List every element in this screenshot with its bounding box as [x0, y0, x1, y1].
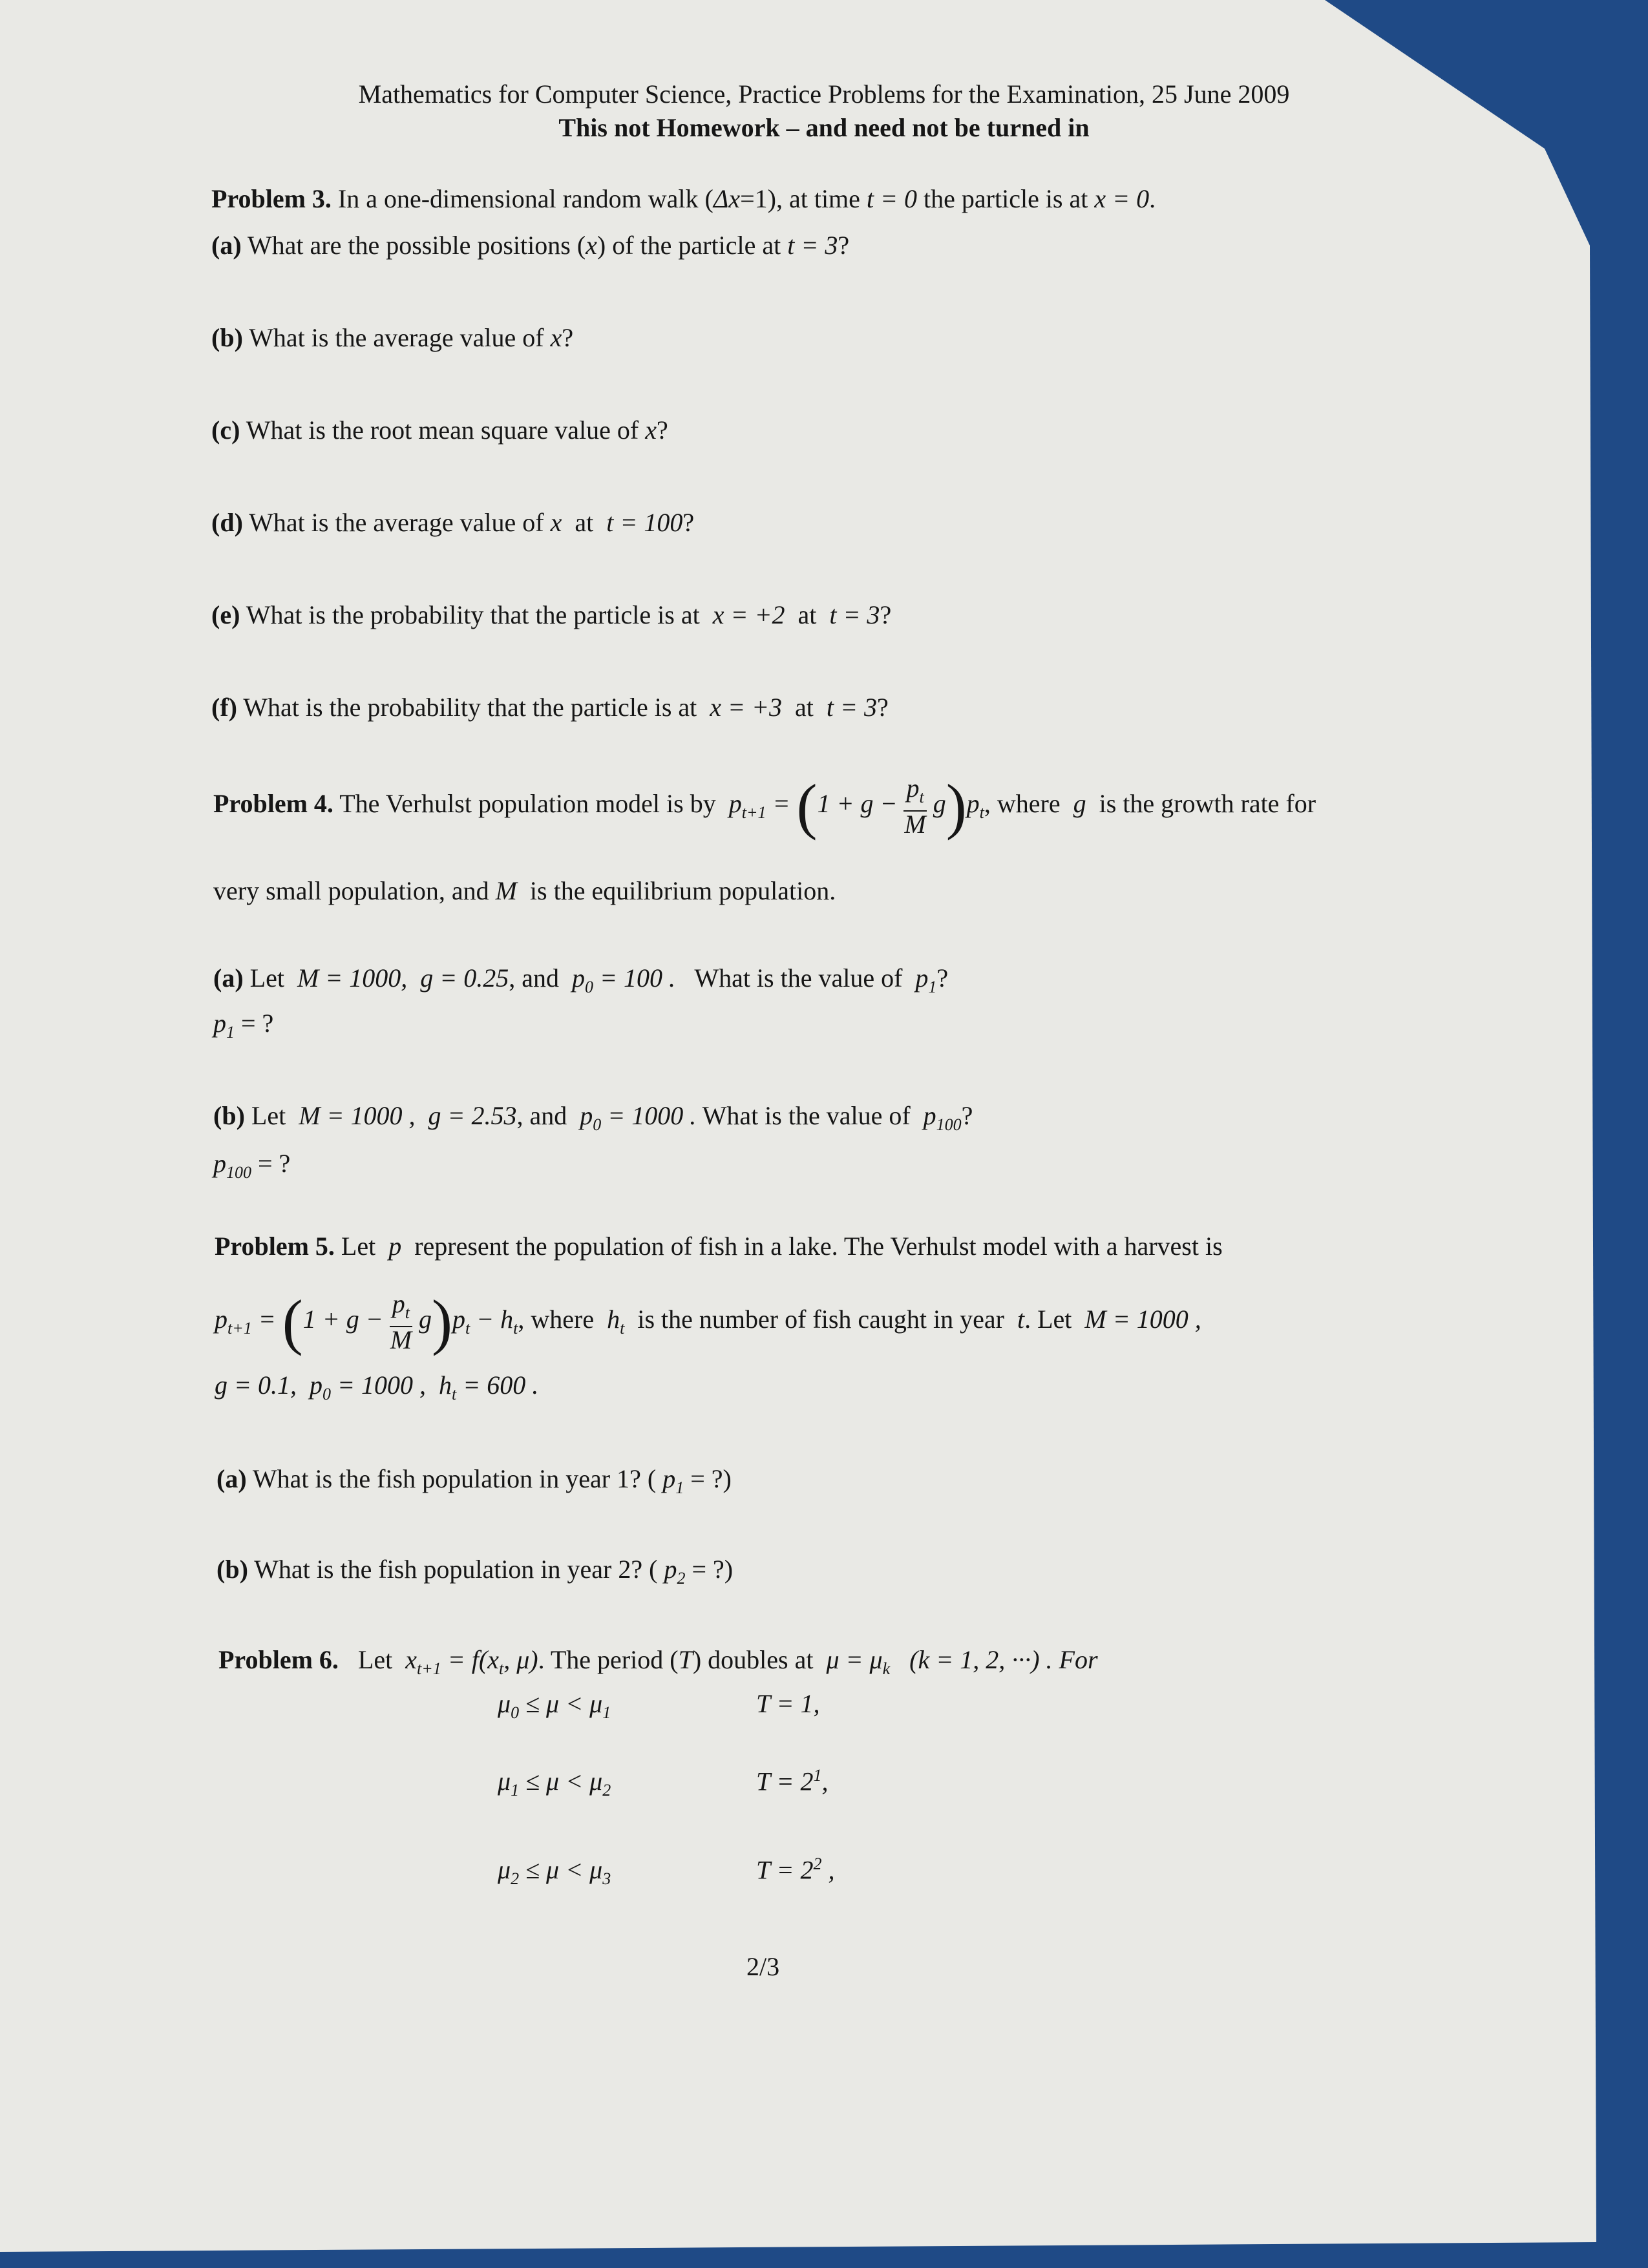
problem-5a: (a) What is the fish population in year 1? ( $p_1$ = ?) — [217, 1464, 732, 1497]
problem-3d: (d) What is the average value of x at t = 100? — [211, 508, 695, 537]
period-row-2-value: $T = 2^2$ , — [756, 1854, 835, 1885]
document-subtitle: This not Homework – and need not be turned in — [558, 113, 1090, 142]
problem-5b: (b) What is the fish population in year 2? ( $p_2$ = ?) — [217, 1555, 734, 1588]
problem-3-label: Problem 3. — [211, 184, 332, 213]
problem-3f: (f) What is the probability that the particle is at x = +3 at t = 3? — [211, 693, 889, 722]
problem-4b: (b) Let M = 1000 , g = 2.53, and $p_0 = 1000$ . What is the value of $p_{100}$? — [213, 1101, 973, 1134]
problem-6-label: Problem 6. — [218, 1645, 339, 1674]
document-title: Mathematics for Computer Science, Practice Problems for the Examination, 25 June 2009 — [358, 79, 1290, 109]
problem-5-formula-line: $p_{t+1} = (1 + g$ − $\frac{p_t}{M}$ $g)p_t - h_t$, where $h_t$ is the number of fish caught in year t. Let M = 1000 , — [215, 1287, 1201, 1356]
problem-6-intro: Problem 6. Let $x_{t+1} = f(x_t$, μ). The period (T) doubles at $\mu = \mu_k$ (k = 1, 2, ···) . For — [218, 1645, 1098, 1678]
period-row-2-range: $\mu_2 \le \mu < \mu_3$ — [498, 1855, 611, 1888]
problem-4b-answer: $p_{100}$ = ? — [213, 1149, 291, 1182]
period-row-0-value: T = 1, — [756, 1689, 820, 1718]
problem-5-label: Problem 5. — [215, 1232, 335, 1261]
harvest-formula: $p_{t+1} = (1 + g$ − $\frac{p_t}{M}$ $g)p_t - h_t$ — [215, 1287, 518, 1356]
problem-3e: (e) What is the probability that the particle is at x = +2 at t = 3? — [211, 600, 892, 629]
problem-4-line2: very small population, and M is the equilibrium population. — [213, 876, 836, 905]
problem-3b: (b) What is the average value of x? — [211, 323, 574, 352]
page-number: 2/3 — [746, 1952, 780, 1981]
problem-5-params: g = 0.1, $p_0 = 1000$ , $h_t = 600$ . — [215, 1370, 539, 1403]
period-row-1-range: $\mu_1 \le \mu < \mu_2$ — [498, 1767, 611, 1800]
problem-4a: (a) Let M = 1000, g = 0.25, and $p_0 = 100$ . What is the value of $p_1$? — [213, 963, 949, 996]
problem-4-intro: Problem 4. The Verhulst population model is by $p_{t+1} = (1 + g$ − $\frac{p_t}{M}$ $g)p_t$, where g is the growth rate for — [213, 772, 1316, 841]
problem-4-label: Problem 4. — [213, 789, 333, 819]
verhulst-formula: $p_{t+1} = (1 + g$ − $\frac{p_t}{M}$ $g)p_t$ — [728, 772, 984, 841]
period-row-1-value: $T = 2^1$, — [756, 1766, 829, 1796]
problem-3-intro: Problem 3. In a one-dimensional random walk (Δx=1), at time t = 0 the particle is at x = 0. — [211, 184, 1156, 213]
problem-3c: (c) What is the root mean square value of x? — [211, 415, 668, 445]
problem-5-intro: Problem 5. Let p represent the population of fish in a lake. The Verhulst model with a harvest is — [215, 1232, 1223, 1261]
problem-4a-answer: $p_1$ = ? — [213, 1009, 274, 1042]
problem-3a: (a) What are the possible positions (x) of the particle at t = 3? — [211, 231, 850, 260]
period-row-0-range: $\mu_0 \le \mu < \mu_1$ — [498, 1689, 611, 1722]
